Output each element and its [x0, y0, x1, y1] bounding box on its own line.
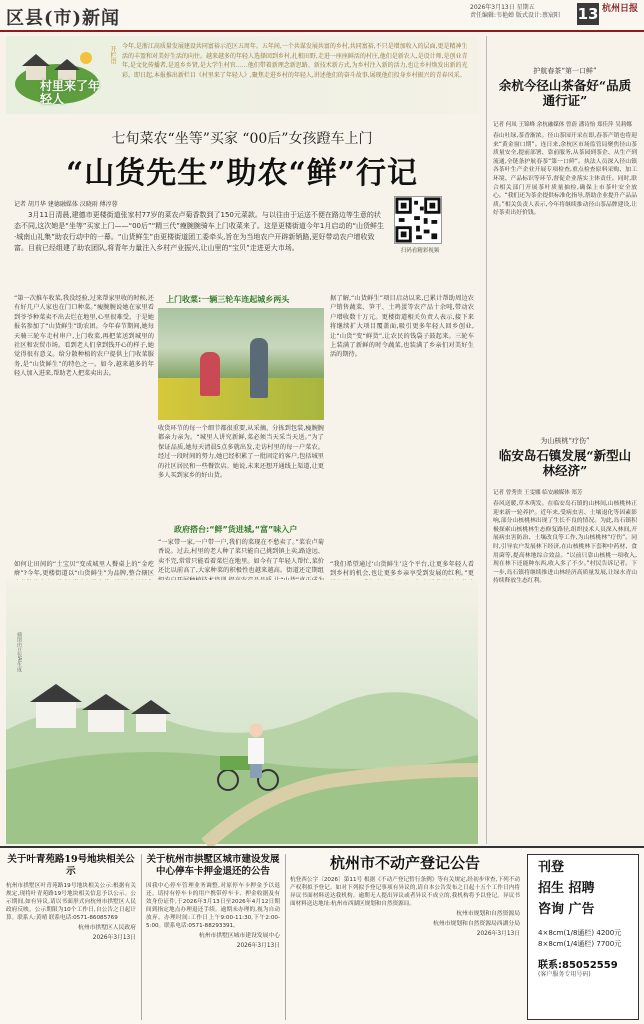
notice-1-signature: 杭州市拱墅区人民政府: [78, 925, 136, 931]
notice-3-title: 杭州市不动产登记公告: [329, 854, 480, 872]
news1-title: 余杭今径山茶备好“品质通行证”: [498, 78, 632, 108]
section-title: 区县(市)新闻: [6, 8, 121, 29]
article-body-col1: “第一次推车收菜,我没经验,过来帮家里收的时候,还有好几户人家也在门口种菜。”瘦腕腕说她在家里看到爷爷种菜卖不出去烂在地里,心里很难受。于是她报名参加了“山货鲜生”助农团。今年春节期间,她每天骑三轮车走村串户,上门收菜,再把菜送到城里的社区和农贸市场。看到老人们拿到钱开心的样子,她觉得很有意义。给分散种植的农户提供上门收菜服务,是“山货鲜生”的特色之一。如今,越来越多的年轻人加入进来,帮助老人把菜卖出去。: [14, 295, 154, 378]
news1-body: 春山吐绿,茶香渐浓。径山茶园开采在即,春茶产销也将迎来“黄金窗口期”。连日来,余杭区市场监管局聚焦径山茶质量安全,提前部署、靠前服务,从茶园到茶企、从生产到流通,全链条护航春茶“第一口鲜”。执法人员深入径山镇各茶叶生产企业开展专项检查,重点检查原料采购、加工环境、产品标识等环节,督促企业落实主体责任。同时,联合相关部门开展茶叶质量抽检,确保上市茶叶安全放心。“我们还为茶企提供标准化指导,帮助企业提升产品品质。”相关负责人表示,今年将继续推动径山茶品牌建设,让好茶卖出好价钱。: [493, 133, 637, 217]
ad-line-2: 招生 招聘: [538, 881, 595, 896]
article-body-col5: “一家带一家,一户带一户,我们的菜现在不愁卖了。”菜农卢菊香说。过去,村里的老人种了菜只能自己挑到镇上卖,路途远、卖不完,常常只能看着菜烂在地里。如今有了年轻人帮忙,菜价还比以前高了,大家种菜的积极性也越来越高。街道还定期组: [158, 539, 324, 575]
person-figure-2: [250, 338, 268, 398]
article-body-col6: “我们希望通过‘山货鲜生’这个平台,让更多年轻人看到乡村的机会,也让更多乡亲享受到发展的红利。”更: [330, 561, 474, 578]
qr-caption: 扫码看精彩视频: [400, 248, 440, 254]
article-body-col4: 如何让田间的“土宝贝”变成城里人餐桌上的“金疙瘩”?今年,更楼街道以“山货鲜生”为品牌,整合辖区: [14, 561, 154, 578]
banner-logo-text: 村里来了年轻人: [40, 79, 101, 106]
ad-box: [527, 854, 639, 1020]
news2-title: 临安岛石镇发展“新型山林经济”: [498, 448, 632, 478]
page-number: 13: [577, 5, 599, 23]
article-body-col3: 据了解,“山货鲜生”项目启动以来,已累计帮助周边农户销售蔬菜、笋干、土鸡蛋等农产品十余吨,带动农户增收数十万元。更楼街道相关负责人表示,接下来将继续扩大项目覆盖面,吸引更多年轻人回乡创业,让“山货”变“鲜货”,让农民的钱袋子鼓起来。三轮车上装满了新鲜的时令蔬菜,也装满了乡亲们对美好生活的期待。: [330, 295, 474, 359]
article-photo: [158, 308, 324, 420]
article-lead: 3月11日清晨,建德市更楼街道张家村77岁的菜农卢菊香数到了150元菜款。与以往由于运送不便在路边等生意的状态不同,这次她是“坐等”买家上门——“00后”“精三代”瘦腕腕骑车上门收菜来了。这是更楼街道今年1月启动的“山货鲜生·城南山礼集”助农行动中的一幕。“山货鲜生”由更楼街道团工委牵头,旨在为当地农户开辟新销路,更好带动农户增收致富。目前已经组建了助农团队,将青年力量注入乡村产业振兴,让山里的“宝贝”走进更大市场。: [14, 211, 384, 252]
ad-line-1: 刊登: [538, 860, 565, 875]
news2-byline: 记者 曾秀贵 王雯娜 临安融媒体 郑芳: [493, 490, 583, 496]
notice-2: [146, 854, 280, 1020]
notices-strip: [0, 846, 644, 1024]
news2-body: 春风送暖,草木萌发。在临安岛石镇的山林间,山核桃林正迎来新一轮养护。近年来,受病虫害、土壤退化等因素影响,部分山核桃林出现了生长不良的情况。为此,岛石镇积极探索山核桃林生态修复路径,组织技术人员深入林间,开展病虫害防治、土壤改良等工作,为山核桃林“疗伤”。同时,引导农户发展林下经济,在山核桃林下套种中药材、食用菌等,提高林地综合效益。“以前只靠山核桃一项收入,现在林下还能种东西,收入多了不少。”村民告诉记者。下一步,岛石镇将继续推进山林经济高质量发展,让绿水青山持续释放生态红利。: [493, 501, 637, 585]
notice-1-title: 关于叶青苑路19号地块相关公示: [7, 854, 135, 877]
notice-3-date: 2026年3月13日: [476, 931, 520, 937]
column-banner: [6, 36, 478, 114]
section-heading-1: 上门收菜:一辆三轮车连起城乡两头: [166, 295, 290, 304]
ad-price-2: 8×8cm(1/4通栏) 7700元: [538, 940, 622, 948]
ad-note: (客户服务专用号码): [538, 971, 591, 978]
notice-1-date: 2026年3月13日: [92, 935, 136, 941]
column-intro: 今年,是浙江高质量发展建设共同富裕示范区五周年。五年间,一个共谋发展共富的乡村,共同富裕,不只是增加收入的层面,更是精神生活的丰盈和对美好生活的向往。越来越多的年轻人选择回到乡村,扎根田野,走进一座座鲜活的村庄,他们是新农人,是设计师,是创业青年,是文化传播者,是返乡乡贤,是大学生村官……他们带着新理念新思路、新技术新方式,为乡村注入新的活力,也让乡村焕发出新的光彩。即日起,本报推出新栏目《村里来了年轻人》,聚焦走进乡村的年轻人,讲述他们的奋斗故事,展现他们投身乡村振兴的青春风采。: [122, 43, 468, 79]
notice-2-title: 关于杭州市拱墅区城市建设发展中心停车卡押金退还的公告: [146, 854, 280, 877]
article-body-col2: 收货环节的每一个细节都很重要,从采摘、分拣到包装,瘦腕腕都亲力亲为。“城里人讲究新鲜,菜必须当天采当天送。”为了保证品质,她每天清晨5点多就出发,走访村里的每一户菜农。经过一段时间的努力,她已经积累了一批固定的客户,包括城里的社区居民和一些餐饮店。她说,未来还想开通线上渠道,让更多人买到家乡的好山货。: [158, 425, 324, 480]
notice-2-body: 因我中心停车管理业务调整,对原停车卡押金予以退还。请持有停车卡的用户携带停车卡、押金收据及有效身份证件,于2026年3月13日至2026年4月12日期间到指定地点办理退还手续。逾期未办理的,视为自动放弃。办理时间:工作日上午9:00-11:30,下午2:00-5:00。联系电话:0571-88293391。: [146, 883, 280, 929]
news1-byline: 记者 何凤 王锦峰 余杭融媒体 曾蔚 潘诗怡 郑佳萍 吴莉娜: [493, 122, 632, 128]
illustration-caption: 插图由豆包AI生成: [16, 632, 22, 672]
notice-3-body: 杭登西公字〔2026〕第11号 根据《不动产登记暂行条例》等有关规定,经初步审查,下列不动产权利拟予登记。如对下列拟予登记事项有异议的,请自本公告发布之日起十五个工作日内将异议书面材料送达我机构。逾期无人提出异议或者异议不成立的,我机构将予以登记。异议书面材料送达地址:杭州市西湖区规划和自然资源局。: [290, 877, 520, 907]
news2-kicker: 为山核桃“疗伤”: [540, 437, 590, 445]
divider: [141, 854, 142, 1020]
notice-2-date: 2026年3月13日: [236, 943, 280, 949]
notice-3-signature-2: 杭州市规划和自然资源局西湖分局: [433, 921, 520, 927]
person-figure-1: [200, 352, 220, 396]
notice-2-signature: 杭州市拱墅区城市建设发展中心: [198, 933, 280, 939]
article-title: “山货先生”助农“鲜”行记: [65, 156, 419, 191]
newspaper-brand: 杭州日报: [602, 4, 639, 14]
right-news-column: [486, 36, 638, 844]
section-heading-2: 政府搭台:“鲜”货进城,“富”味入户: [174, 525, 298, 534]
ad-line-3: 咨询 广告: [538, 902, 595, 917]
landscape-illustration: [6, 580, 478, 844]
qr-code-icon[interactable]: [394, 196, 442, 244]
notice-1: [6, 854, 136, 1020]
notice-1-body: 杭州市拱墅区叶青苑路19号地块相关公示:根据有关规定,现将叶青苑路19号地块相关信息予以公示。公示期间,如有异议,请以书面形式向杭州市拱墅区人民政府反映。公示期限为10个工作日,自公告之日起计算。联系人:黄晴 联系电话:0571-86085769: [6, 883, 136, 921]
date-line: 2026年3月13日 星期五 责任编辑:韦艳婵 版式设计:蔡宸阳: [470, 4, 560, 19]
article-byline: 记者 胡月华 建德融媒体 汉晓雨 傅淳蓉: [14, 201, 118, 208]
divider: [285, 854, 286, 1020]
notice-3: [290, 854, 520, 1020]
article-subtitle: 七旬菜农“坐等”买家 “00后”女孩蹬车上门: [111, 131, 373, 147]
ad-price-1: 4×8cm(1/8通栏) 4200元: [538, 929, 622, 937]
column-tag: 开栏语: [109, 46, 116, 64]
ad-phone: 联系:85052559: [538, 960, 618, 971]
news1-kicker: 护航春茶“第一口鲜”: [533, 67, 597, 75]
notice-3-signature-1: 杭州市规划和自然资源局: [456, 911, 520, 917]
page-header: [0, 0, 644, 32]
illustration: [6, 580, 478, 844]
